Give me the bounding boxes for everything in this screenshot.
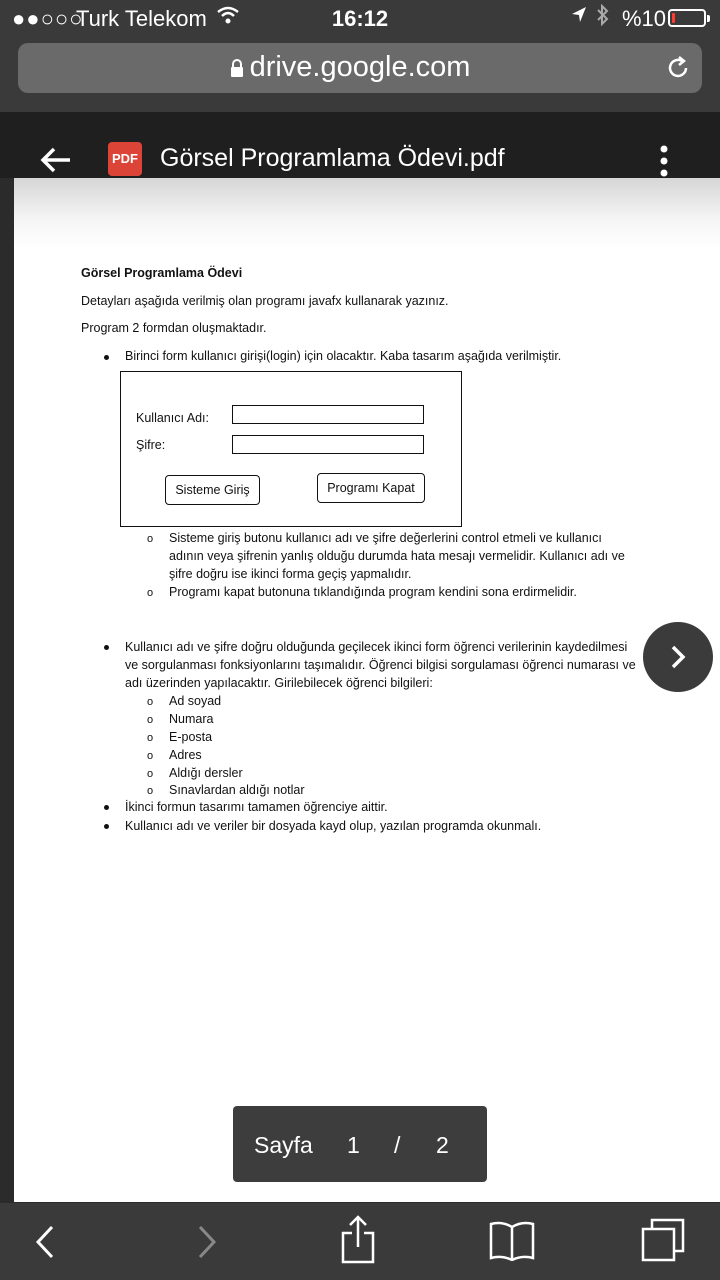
sub1-line1: Sisteme giriş butonu kullanıcı adı ve şifre değerlerini control etmeli ve kullanıcı: [169, 531, 602, 545]
sub-bullet-marker: o: [147, 785, 154, 797]
page-separator: /: [394, 1132, 401, 1158]
reload-icon[interactable]: [664, 54, 692, 82]
bullet-dot: [104, 645, 109, 650]
sub-bullet-marker: o: [147, 714, 154, 726]
chevron-right-icon: [665, 642, 691, 672]
browser-address-area: [0, 36, 720, 112]
browser-forward-icon[interactable]: [196, 1225, 218, 1264]
bullet3-text: İkinci formun tasarımı tamamen öğrenciye aittir.: [125, 800, 388, 814]
username-field-sketch: [232, 405, 424, 424]
student-field-item: Adres: [169, 748, 202, 762]
bullet4-text: Kullanıcı adı ve veriler bir dosyada kayd olup, yazılan programda okunmalı.: [125, 819, 542, 833]
next-page-button[interactable]: [643, 622, 713, 692]
tabs-icon[interactable]: [640, 1217, 686, 1268]
password-field-sketch: [232, 435, 424, 454]
sub-bullet-marker: o: [147, 696, 154, 708]
bullet2-line2: ve sorgulanması fonksiyonlarını taşımalıdır. Öğrenci bilgisi sorgulaması öğrenci numarası ve: [125, 658, 636, 672]
page-indicator: [233, 1106, 487, 1182]
viewer-header: [0, 112, 720, 178]
student-field-item: E-posta: [169, 730, 213, 744]
pdf-page: [14, 178, 720, 1202]
more-vertical-icon[interactable]: [656, 144, 672, 178]
page-edge: [0, 178, 14, 1202]
bluetooth-icon: [596, 4, 610, 32]
close-button-sketch: Programı Kapat: [317, 473, 425, 503]
program-note: Program 2 formdan oluşmaktadır.: [81, 321, 267, 335]
student-field-item: Ad soyad: [169, 694, 222, 708]
bullet-dot: [104, 824, 109, 829]
clock: 16:12: [331, 6, 389, 31]
bookmarks-icon[interactable]: [488, 1221, 536, 1266]
signal-strength: ●●○○○: [12, 6, 84, 31]
student-field-item: Numara: [169, 712, 214, 726]
student-field-item: Aldığı dersler: [169, 766, 243, 780]
battery-percent: %10: [622, 6, 667, 31]
url-text: drive.google.com: [249, 51, 471, 83]
intro-text: Detayları aşağıda verilmiş olan programı javafx kullanarak yazınız.: [81, 294, 449, 308]
username-label: Kullanıcı Adı:: [136, 411, 209, 425]
browser-back-icon[interactable]: [34, 1225, 56, 1264]
bullet2-line3: adı üzerinden yapılacaktır. Girilebilecek öğrenci bilgileri:: [125, 676, 433, 690]
document-title: Görsel Programlama Ödevi.pdf: [160, 144, 505, 172]
sub-bullet-marker: o: [147, 750, 154, 762]
sub-bullet-marker: o: [147, 768, 154, 780]
sub-bullet-marker: o: [147, 587, 154, 599]
bullet-dot: [104, 355, 109, 360]
back-arrow-icon[interactable]: [38, 142, 74, 178]
student-field-item: Sınavlardan aldığı notlar: [169, 783, 305, 797]
carrier-name: Turk Telekom: [76, 6, 207, 31]
document-heading: Görsel Programlama Ödevi: [81, 266, 243, 280]
battery-level: [672, 13, 675, 23]
login-button-sketch: Sisteme Giriş: [165, 475, 260, 505]
battery-icon: [668, 9, 706, 27]
sub1-line2: adının veya şifrenin yanlış olduğu durumda hata mesajı vermelidir. Kullanıcı adı ve: [169, 549, 625, 563]
browser-toolbar: [0, 1203, 720, 1280]
sub-bullet-marker: o: [147, 533, 154, 545]
sub1-line3: şifre doğru ise ikinci forma geçiş yapmalıdır.: [169, 567, 412, 581]
share-icon[interactable]: [340, 1215, 376, 1270]
status-bar: [0, 0, 720, 36]
page-label: Sayfa: [254, 1132, 313, 1158]
password-label: Şifre:: [136, 438, 166, 452]
bullet2-line1: Kullanıcı adı ve şifre doğru olduğunda geçilecek ikinci form öğrenci verilerinin kaydedilmesi: [125, 640, 628, 654]
address-bar[interactable]: [18, 43, 702, 93]
sub2-text: Programı kapat butonuna tıklandığında program kendini sona erdirmelidir.: [169, 585, 577, 599]
total-pages: 2: [436, 1132, 449, 1158]
sub-bullet-marker: o: [147, 732, 154, 744]
bullet-dot: [104, 805, 109, 810]
bullet-login-form: Birinci form kullanıcı girişi(login) için olacaktır. Kaba tasarım aşağıda verilmiştir.: [125, 349, 562, 363]
login-form-sketch: [120, 371, 462, 527]
pdf-file-icon: PDF: [108, 142, 142, 176]
location-icon: [570, 5, 588, 31]
current-page: 1: [347, 1132, 360, 1158]
